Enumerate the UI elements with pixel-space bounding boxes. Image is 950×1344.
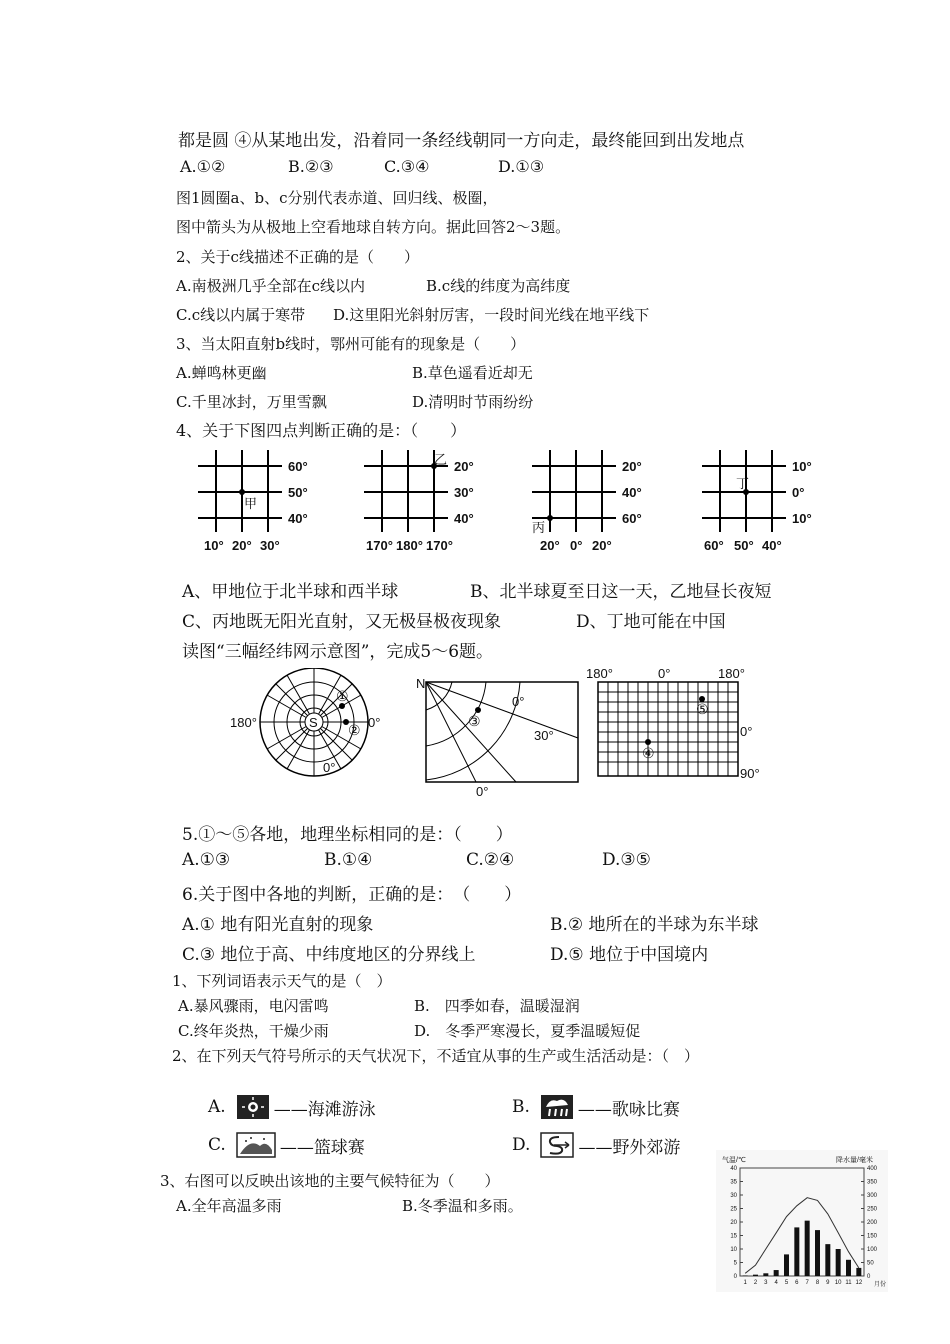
q4-stem: 4、关于下图四点判断正确的是：（ ）: [176, 421, 467, 440]
read-fig-text: 读图“三幅经纬网示意图”，完成5～6题。: [182, 642, 494, 662]
q5-stem: 5.①～⑤各地，地理坐标相同的是：（ ）: [182, 825, 513, 845]
rect-br-label: 90°: [740, 766, 760, 781]
q5-option-b: B.①④: [324, 850, 373, 870]
chart-left-tick-label: 0: [733, 1274, 737, 1280]
q-intro-option-d: D.①③: [498, 157, 545, 176]
chart-x-tick-label: 8: [815, 1280, 820, 1286]
rect-tl-label: 180°: [586, 668, 613, 681]
jia-lat-3: 40°: [288, 511, 308, 526]
fig1-intro-line1: 图1圆圈a、b、c分别代表赤道、回归线、极圈，: [176, 189, 498, 207]
chart-x-tick-label: 12: [855, 1280, 863, 1286]
precip-bar: [784, 1254, 789, 1276]
rect-tr-label: 180°: [718, 668, 745, 681]
chart-left-tick-label: 15: [730, 1233, 737, 1240]
q6-option-a: A.① 地有阳光直射的现象: [182, 915, 374, 935]
w1-option-b: B. 四季如春，温暖湿润: [414, 997, 580, 1015]
q4-option-c: C、丙地既无阳光直射，又无极昼极夜现象: [182, 612, 502, 632]
polar-right-label: 0°: [368, 715, 381, 730]
precip-bar: [856, 1268, 861, 1276]
chart-left-tick-label: 5: [733, 1260, 737, 1267]
polar-net: [230, 668, 380, 776]
bing-lon-1: 20°: [540, 538, 560, 553]
yi-lat-3: 40°: [454, 511, 474, 526]
chart-x-tick-label: 1: [743, 1280, 747, 1286]
sector-right-label: 30°: [534, 728, 554, 743]
q6-stem: 6.关于图中各地的判断，正确的是： （ ）: [182, 885, 522, 905]
polar-center-label: S: [309, 715, 318, 730]
chart-right-tick-label: 100: [867, 1247, 878, 1253]
climate-chart: [716, 1150, 888, 1292]
w2-option-d: [512, 1132, 680, 1158]
point-1-label: ①: [336, 688, 349, 704]
point-jia-dot: [239, 489, 245, 495]
point-3-label: ③: [468, 713, 481, 729]
grid-figures: [196, 448, 836, 556]
polar-left-label: 180°: [230, 715, 257, 730]
chart-x-tick-label: 3: [764, 1280, 768, 1286]
chart-ylabel-left: 气温/℃: [722, 1157, 746, 1164]
bing-lat-1: 20°: [622, 459, 642, 474]
chart-x-tick-label: 11: [845, 1280, 852, 1286]
precip-bar: [753, 1275, 758, 1276]
chart-right-tick-label: 0: [867, 1274, 871, 1280]
dust-icon: [236, 1132, 276, 1158]
w2-option-b: [512, 1094, 680, 1120]
q3-option-d: D.清明时节雨纷纷: [412, 393, 534, 411]
precip-bar: [836, 1249, 841, 1276]
three-nets-figure: [226, 668, 786, 800]
w2-stem: 2、在下列天气符号所示的天气状况下，不适宜从事的生产或生活活动是：（ ）: [172, 1047, 700, 1065]
ding-lon-1: 60°: [704, 538, 724, 553]
w2-option-c-letter: C.: [208, 1135, 226, 1155]
q-intro-line: 都是圆 ④从某地出发，沿着同一条经线朝同一方向走，最终能回到出发地点: [178, 131, 745, 151]
point-bing-dot: [547, 515, 553, 521]
chart-left-tick-label: 35: [730, 1179, 737, 1186]
chart-right-tick-label: 350: [867, 1179, 878, 1186]
ding-lon-3: 40°: [762, 538, 782, 553]
q-intro-option-c: C.③④: [384, 157, 430, 176]
q3-option-a: A.蝉鸣林更幽: [176, 364, 267, 382]
chart-left-tick-label: 40: [730, 1166, 737, 1172]
w3-stem: 3、右图可以反映出该地的主要气候特征为（ ）: [160, 1172, 500, 1190]
ding-lat-2: 0°: [792, 485, 805, 500]
q4-option-d: D、丁地可能在中国: [576, 612, 726, 632]
chart-x-tick-label: 5: [784, 1280, 789, 1286]
yi-lon-2: 180°: [396, 538, 423, 553]
q5-option-a: A.①③: [182, 850, 231, 870]
jia-lat-2: 50°: [288, 485, 308, 500]
precip-bar: [763, 1273, 768, 1276]
q2-stem: 2、关于c线描述不正确的是（ ）: [176, 248, 419, 266]
q5-option-d: D.③⑤: [602, 850, 651, 870]
chart-left-tick-label: 30: [730, 1193, 737, 1199]
bing-lon-3: 20°: [592, 538, 612, 553]
grid-yi: [364, 450, 474, 553]
sector-net: [416, 676, 578, 799]
point-yi-label: 乙: [434, 452, 448, 467]
q3-option-c: C.千里冰封，万里雪飘: [176, 393, 327, 411]
point-4-label: ④: [642, 745, 655, 761]
q-intro-option-b: B.②③: [288, 157, 334, 176]
sector-pole-label: N: [416, 676, 426, 691]
chart-right-tick-label: 150: [867, 1233, 878, 1240]
precip-bar: [815, 1230, 820, 1276]
sector-bottom-label: 0°: [476, 784, 489, 799]
polar-bottom-label: 0°: [323, 760, 336, 775]
precip-bar: [743, 1275, 748, 1276]
bing-lon-2: 0°: [570, 538, 583, 553]
ding-lat-3: 10°: [792, 511, 812, 526]
w2-option-a: [208, 1094, 376, 1120]
sector-top-label: 0°: [512, 694, 525, 709]
chart-right-tick-label: 400: [867, 1166, 878, 1172]
rect-rm-label: 0°: [740, 724, 753, 739]
q6-option-b: B.② 地所在的半球为东半球: [550, 915, 759, 935]
chart-right-tick-label: 200: [867, 1220, 878, 1226]
point-2-label: ②: [348, 722, 361, 738]
q3-option-b: B.草色遥看近却无: [412, 364, 533, 382]
w2-option-a-text: ——海滩游泳: [273, 1099, 376, 1120]
chart-x-tick-label: 2: [753, 1280, 758, 1286]
grid-jia: [198, 450, 308, 553]
jia-lon-1: 10°: [204, 538, 224, 553]
jia-lat-1: 60°: [288, 459, 308, 474]
chart-x-tick-label: 7: [805, 1280, 809, 1286]
chart-x-tick-label: 10: [834, 1280, 842, 1286]
rect-tm-label: 0°: [658, 668, 671, 681]
q2-option-a: A.南极洲几乎全部在c线以内: [176, 277, 366, 295]
chart-right-tick-label: 250: [867, 1206, 878, 1213]
precip-bar: [805, 1221, 810, 1276]
w2-option-b-letter: B.: [512, 1097, 530, 1117]
chart-left-tick-label: 25: [730, 1206, 737, 1213]
w1-option-a: A.暴风骤雨，电闪雷鸣: [178, 997, 329, 1015]
ding-lon-2: 50°: [734, 538, 754, 553]
point-ding-label: 丁: [736, 476, 750, 491]
q5-option-c: C.②④: [466, 850, 515, 870]
w2-option-a-letter: A.: [208, 1097, 226, 1117]
jia-lon-2: 20°: [232, 538, 252, 553]
chart-xlabel: 月份: [874, 1282, 887, 1288]
chart-left-tick-label: 10: [730, 1247, 737, 1253]
q4-option-a: A、甲地位于北半球和西半球: [182, 582, 399, 602]
sand-storm-icon: [236, 1094, 270, 1120]
bing-lat-3: 60°: [622, 511, 642, 526]
point-jia-label: 甲: [244, 496, 258, 511]
q-intro-option-a: A.①②: [180, 157, 226, 176]
sandstorm-arrow-icon: [540, 1132, 574, 1158]
q2-option-c: C.c线以内属于寒带: [176, 306, 306, 324]
chart-ylabel-right: 降水量/毫米: [836, 1157, 873, 1164]
w1-option-d: D. 冬季严寒漫长，夏季温暖短促: [414, 1022, 641, 1040]
w1-stem: 1、下列词语表示天气的是（ ）: [172, 972, 392, 990]
q6-option-c: C.③ 地位于高、中纬度地区的分界线上: [182, 945, 476, 965]
fig1-intro-line2: 图中箭头为从极地上空看地球自转方向。据此回答2～3题。: [176, 218, 571, 236]
q4-option-b: B、北半球夏至日这一天，乙地昼长夜短: [470, 582, 772, 602]
chart-x-tick-label: 4: [774, 1280, 778, 1286]
rect-net: [586, 668, 760, 781]
w3-option-b: B.冬季温和多雨。: [402, 1197, 523, 1215]
q2-option-d: D.这里阳光斜射厉害，一段时间光线在地平线下: [333, 306, 650, 324]
q6-option-d: D.⑤ 地位于中国境内: [550, 945, 709, 965]
yi-lon-3: 170°: [426, 538, 453, 553]
point-bing-label: 丙: [532, 520, 546, 535]
chart-x-tick-label: 9: [826, 1280, 830, 1286]
point-5-label: ⑤: [696, 701, 709, 717]
w2-option-b-text: ——歌咏比赛: [577, 1099, 680, 1120]
w2-option-d-letter: D.: [512, 1135, 531, 1155]
jia-lon-3: 30°: [260, 538, 280, 553]
rain-icon: [540, 1094, 574, 1120]
bing-lat-2: 40°: [622, 485, 642, 500]
ding-lat-1: 10°: [792, 459, 812, 474]
w2-option-c: [208, 1132, 365, 1158]
yi-lat-2: 30°: [454, 485, 474, 500]
w2-option-c-text: ——篮球赛: [279, 1137, 365, 1158]
chart-left-tick-label: 20: [730, 1220, 737, 1226]
precip-bar: [774, 1270, 779, 1276]
w3-option-a: A.全年高温多雨: [176, 1197, 282, 1215]
precip-bar: [825, 1244, 830, 1276]
yi-lon-1: 170°: [366, 538, 393, 553]
q3-stem: 3、当太阳直射b线时，鄂州可能有的现象是（ ）: [176, 335, 526, 353]
chart-right-tick-label: 300: [867, 1193, 878, 1199]
grid-ding: [702, 450, 812, 553]
chart-right-tick-label: 50: [867, 1260, 874, 1267]
precip-bar: [794, 1227, 799, 1276]
yi-lat-1: 20°: [454, 459, 474, 474]
grid-bing: [532, 450, 642, 553]
w1-option-c: C.终年炎热，干燥少雨: [178, 1022, 329, 1040]
chart-x-tick-label: 6: [795, 1280, 799, 1286]
precip-bar: [846, 1260, 851, 1276]
w2-option-d-text: ——野外郊游: [578, 1137, 681, 1158]
q2-option-b: B.c线的纬度为高纬度: [426, 277, 571, 295]
